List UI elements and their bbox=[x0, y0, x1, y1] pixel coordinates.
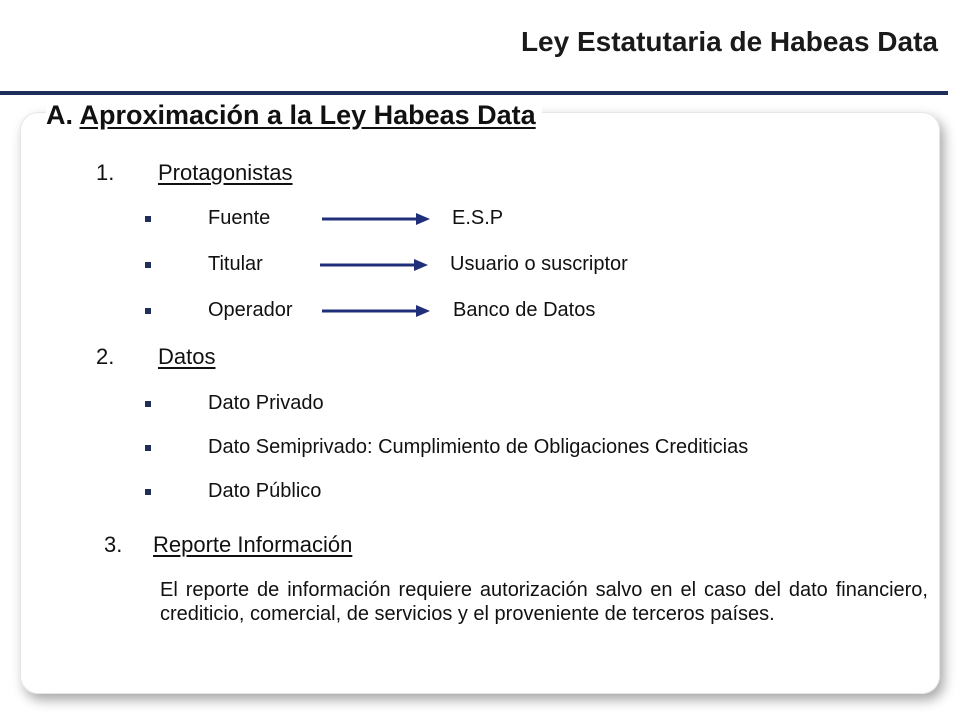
protagonist-operator-target: Banco de Datos bbox=[453, 299, 596, 321]
item-number-reporte: 3. bbox=[104, 532, 123, 557]
arrow-right-icon bbox=[320, 210, 432, 228]
section-heading bbox=[46, 100, 542, 131]
bullet-icon bbox=[145, 216, 151, 222]
slide-title: Ley Estatutaria de Habeas Data bbox=[520, 26, 938, 57]
arrow-right-icon bbox=[320, 302, 432, 320]
bullet-icon bbox=[145, 262, 151, 268]
item-number-protagonistas: 1. bbox=[96, 160, 115, 185]
item-label-datos: Datos bbox=[158, 344, 216, 369]
bullet-icon bbox=[145, 308, 151, 314]
protagonist-holder-target: Usuario o suscriptor bbox=[450, 253, 628, 275]
section-title: Aproximación a la Ley Habeas Data bbox=[79, 100, 536, 130]
report-paragraph: El reporte de información requiere autorización salvo en el caso del dato financiero, crediticio, comercial, de servicios y el proveniente de terceros países. bbox=[160, 579, 928, 625]
data-type-private: Dato Privado bbox=[208, 392, 324, 414]
header-divider bbox=[0, 91, 948, 95]
data-type-public: Dato Público bbox=[208, 480, 322, 502]
bullet-icon bbox=[145, 401, 151, 407]
bullet-icon bbox=[145, 445, 151, 451]
item-label-reporte: Reporte Información bbox=[153, 532, 353, 557]
protagonist-source-target: E.S.P bbox=[452, 207, 504, 229]
item-number-datos: 2. bbox=[96, 344, 115, 369]
protagonist-holder: Titular bbox=[208, 253, 263, 275]
section-prefix: A. bbox=[46, 100, 80, 130]
protagonist-operator: Operador bbox=[208, 299, 293, 321]
protagonist-source: Fuente bbox=[208, 207, 271, 229]
arrow-right-icon bbox=[318, 256, 430, 274]
bullet-icon bbox=[145, 489, 151, 495]
item-label-protagonistas: Protagonistas bbox=[158, 160, 293, 185]
data-type-semiprivate: Dato Semiprivado: Cumplimiento de Obligaciones Crediticias bbox=[208, 436, 749, 458]
